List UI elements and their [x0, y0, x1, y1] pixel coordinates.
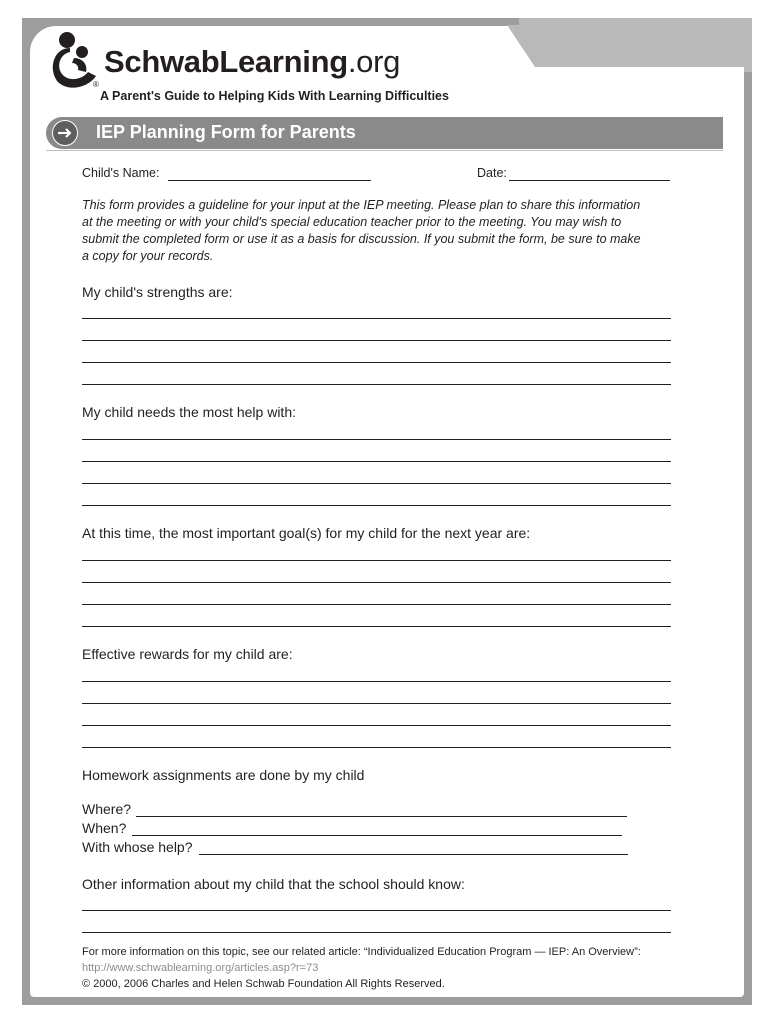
- date-field[interactable]: [509, 180, 670, 181]
- when-label: When?: [82, 820, 127, 836]
- goals-label: At this time, the most important goal(s) for my child for the next year are:: [82, 525, 531, 541]
- rewards-line[interactable]: [82, 703, 671, 704]
- needs-help-line[interactable]: [82, 505, 671, 506]
- needs-help-label: My child needs the most help with:: [82, 404, 296, 420]
- with-whose-help-field[interactable]: [199, 854, 628, 855]
- intro-paragraph: This form provides a guideline for your input at the IEP meeting. Please plan to share this information at the meeting or with your child's special education teacher prior to the meeting. You may wish to submit the completed form or use it as a basis for discussion. If you submit the form, be sure to make a copy for your records.: [82, 198, 641, 263]
- arrow-icon: [52, 120, 78, 146]
- goals-line[interactable]: [82, 604, 671, 605]
- goals-line[interactable]: [82, 626, 671, 627]
- with-whose-help-label: With whose help?: [82, 839, 193, 855]
- other-info-line[interactable]: [82, 932, 671, 933]
- when-field[interactable]: [132, 835, 622, 836]
- needs-help-line[interactable]: [82, 439, 671, 440]
- date-label: Date:: [477, 166, 507, 180]
- where-label: Where?: [82, 801, 132, 817]
- other-info-label: Other information about my child that the school should know:: [82, 876, 465, 892]
- goals-line[interactable]: [82, 560, 671, 561]
- other-info-line[interactable]: [82, 910, 671, 911]
- copyright: © 2000, 2006 Charles and Helen Schwab Foundation All Rights Reserved.: [82, 978, 445, 990]
- rewards-line[interactable]: [82, 747, 671, 748]
- where-field[interactable]: [136, 816, 627, 817]
- form-title-bar: [46, 117, 723, 149]
- more-info-text: For more information on this topic, see our related article: “Individualized Education Program — IEP: An Overview”:: [82, 946, 641, 958]
- goals-line[interactable]: [82, 582, 671, 583]
- homework-label: Homework assignments are done by my child: [82, 767, 365, 783]
- article-link[interactable]: http://www.schwablearning.org/articles.asp?r=73: [82, 962, 319, 974]
- rewards-line[interactable]: [82, 681, 671, 682]
- strengths-label: My child's strengths are:: [82, 284, 233, 300]
- strengths-line[interactable]: [82, 318, 671, 319]
- strengths-line[interactable]: [82, 384, 671, 385]
- needs-help-line[interactable]: [82, 461, 671, 462]
- needs-help-line[interactable]: [82, 483, 671, 484]
- registered-mark: ®: [93, 80, 99, 89]
- brand-name: SchwabLearning: [104, 44, 348, 79]
- childs-name-field[interactable]: [168, 180, 371, 181]
- rewards-label: Effective rewards for my child are:: [82, 646, 293, 662]
- brand-wordmark: [104, 44, 400, 80]
- childs-name-label: Child's Name:: [82, 166, 160, 180]
- tagline: A Parent's Guide to Helping Kids With Learning Difficulties: [100, 89, 449, 103]
- strengths-line[interactable]: [82, 362, 671, 363]
- rewards-line[interactable]: [82, 725, 671, 726]
- form-title: IEP Planning Form for Parents: [96, 122, 356, 142]
- title-divider: [46, 150, 723, 151]
- strengths-line[interactable]: [82, 340, 671, 341]
- panel-corner-notch: [507, 25, 745, 67]
- brand-tld: .org: [347, 44, 401, 79]
